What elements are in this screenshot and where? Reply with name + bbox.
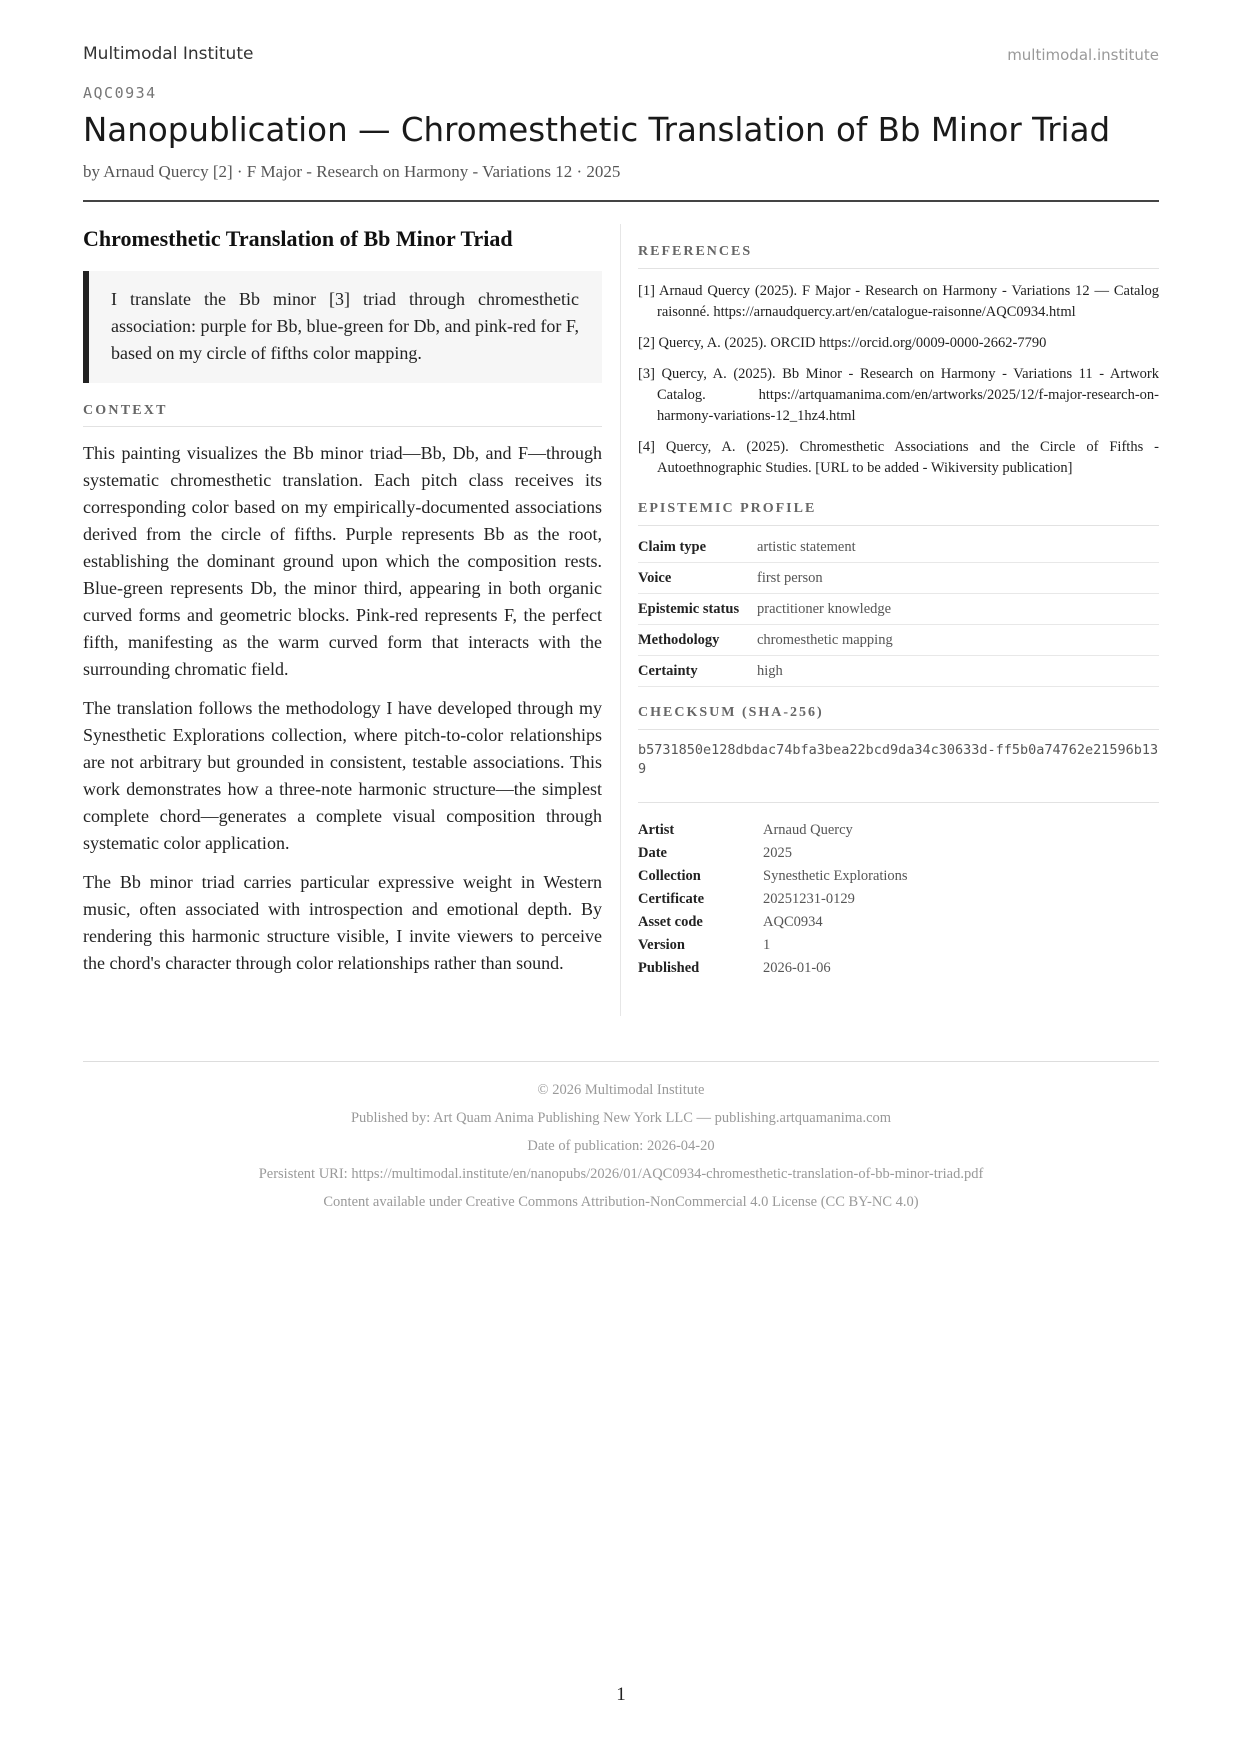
table-row (638, 957, 1159, 980)
row-key: Date (638, 845, 667, 861)
column-divider (620, 224, 621, 1016)
row-value: Arnaud Quercy (763, 822, 853, 838)
page-title: Nanopublication — Chromesthetic Translation of Bb Minor Triad (83, 111, 1111, 149)
table-row (638, 911, 1159, 934)
row-key: Artist (638, 822, 675, 838)
reference-item[interactable]: [2] Quercy, A. (2025). ORCID https://orcid.org/0009-0000-2662-7790 (638, 335, 1047, 351)
row-key: Published (638, 960, 700, 976)
row-key: Claim type (638, 532, 757, 563)
table-row (638, 532, 1159, 563)
row-value: first person (757, 563, 1159, 594)
row-value: 20251231-0129 (763, 891, 855, 907)
checksum-value: b5731850e128dbdac74bfa3bea22bcd9da34c30633d-ff5b0a74762e21596b139 (638, 741, 1159, 803)
reference-item[interactable]: [1] Arnaud Quercy (2025). F Major - Research on Harmony - Variations 12 — Catalog raisonné. https://arnaudquercy.art/en/catalogue-raisonne/AQC0934.html (638, 283, 1159, 320)
context-label: CONTEXT (83, 403, 602, 427)
masthead (83, 44, 1159, 68)
reference-item[interactable]: [4] Quercy, A. (2025). Chromesthetic Associations and the Circle of Fifths - Autoethnographic Studies. [URL to be added - Wikiversity publication] (638, 439, 1159, 476)
table-row (638, 625, 1159, 656)
table-row (638, 865, 1159, 888)
institute-name: Multimodal Institute (83, 44, 254, 64)
footer-publication-date: Date of publication: 2026-04-20 (527, 1138, 715, 1154)
footer-divider (83, 1061, 1159, 1062)
row-key: Methodology (638, 625, 757, 656)
page-number: 1 (616, 1684, 626, 1705)
row-key: Version (638, 937, 685, 953)
footer (83, 1080, 1159, 1220)
references-list (638, 281, 1159, 479)
row-key: Certainty (638, 656, 757, 687)
table-row (638, 934, 1159, 957)
claim-quote: I translate the Bb minor [3] triad through chromesthetic association: purple for Bb, blue-green for Db, and pink-red for F, based on my circle of fifths color mapping. (83, 271, 602, 383)
references-label: REFERENCES (638, 244, 1159, 269)
row-value: practitioner knowledge (757, 594, 1159, 625)
footer-copyright: © 2026 Multimodal Institute (537, 1082, 705, 1098)
epistemic-profile-table (638, 532, 1159, 687)
row-key: Voice (638, 563, 757, 594)
table-row (638, 594, 1159, 625)
header-divider (83, 200, 1159, 202)
table-row (638, 563, 1159, 594)
reference-item[interactable]: [3] Quercy, A. (2025). Bb Minor - Research on Harmony - Variations 11 - Artwork Catalog. https://artquamanima.com/en/artworks/2025/12/f-major-research-on-harmony-variations-12_1hz4.html (638, 366, 1159, 424)
checksum-label: CHECKSUM (SHA-256) (638, 705, 1159, 730)
asset-code: AQC0934 (83, 84, 157, 102)
row-value: 2025 (763, 845, 792, 861)
footer-persistent-uri[interactable]: Persistent URI: https://multimodal.institute/en/nanopubs/2026/01/AQC0934-chromesthetic-translation-of-bb-minor-triad.pdf (258, 1166, 984, 1182)
row-value: 1 (763, 937, 771, 953)
epistemic-profile-label: EPISTEMIC PROFILE (638, 501, 1159, 526)
context-paragraph: The Bb minor triad carries particular expressive weight in Western music, often associated with introspection and emotional depth. By rendering this harmonic structure visible, I invite viewers to perceive the chord's character through color relationships rather than sound. (83, 872, 602, 973)
footer-publisher: Published by: Art Quam Anima Publishing New York LLC — publishing.artquamanima.com (350, 1110, 892, 1126)
row-key: Collection (638, 868, 701, 884)
row-value: 2026-01-06 (763, 960, 831, 976)
table-row (638, 819, 1159, 842)
section-heading: Chromesthetic Translation of Bb Minor Triad (83, 226, 513, 251)
context-paragraph: The translation follows the methodology I have developed through my Synesthetic Explorations collection, where pitch-to-color relationships are not arbitrary but grounded in consistent, testable associations. This work demonstrates how a three-note harmonic structure—the simplest complete chord—generates a complete visual composition through systematic color application. (83, 698, 602, 853)
row-value: AQC0934 (763, 914, 823, 930)
byline: by Arnaud Quercy [2] · F Major - Research on Harmony - Variations 12 · 2025 (83, 162, 621, 181)
row-key: Asset code (638, 914, 703, 930)
institute-site: multimodal.institute (1007, 46, 1159, 64)
main-column (83, 224, 602, 977)
table-row (638, 842, 1159, 865)
row-value: artistic statement (757, 532, 1159, 563)
row-value: high (757, 656, 1159, 687)
metadata-table (638, 819, 1159, 980)
footer-license: Content available under Creative Commons Attribution-NonCommercial 4.0 License (CC BY-NC 4.0) (323, 1194, 919, 1210)
sidebar (638, 244, 1159, 980)
row-value: chromesthetic mapping (757, 625, 1159, 656)
table-row (638, 656, 1159, 687)
row-key: Epistemic status (638, 594, 757, 625)
row-value: Synesthetic Explorations (763, 868, 908, 884)
row-key: Certificate (638, 891, 705, 907)
context-paragraph: This painting visualizes the Bb minor triad—Bb, Db, and F—through systematic chromesthetic translation. Each pitch class receives its corresponding color based on my empirically-documented associations derived from the circle of fifths. Purple represents Bb as the root, establishing the dominant ground upon which the composition rests. Blue-green represents Db, the minor third, appearing in both organic curved forms and geometric blocks. Pink-red represents F, the perfect fifth, manifesting as the warm curved form that interacts with the surrounding chromatic field. (83, 443, 602, 679)
table-row (638, 888, 1159, 911)
